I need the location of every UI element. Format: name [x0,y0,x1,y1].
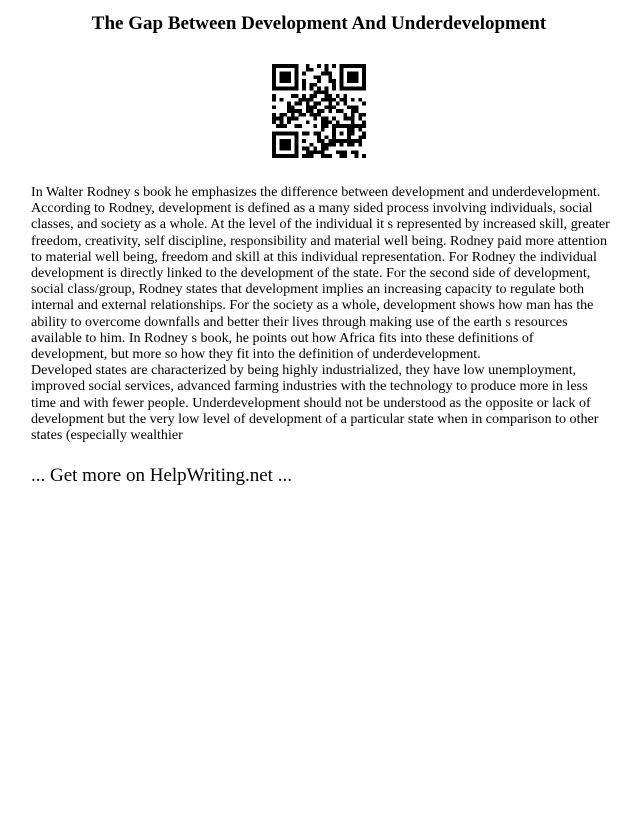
qr-code-icon [272,64,366,158]
get-more-link[interactable]: ... Get more on HelpWriting.net ... [31,465,292,486]
article-body [31,184,611,443]
paragraph: Developed states are characterized by being highly industrialized, they have low unemployment, improved social services, advanced farming industries with the technology to produce more in less time and with fewer people. Underdevelopment should not be understood as the opposite or lack of development but the very low level of development of a particular state when in comparison to other states (especially wealthier [31,362,599,444]
page-title: The Gap Between Development And Underdevelopment [91,13,547,34]
paragraph: In Walter Rodney s book he emphasizes the difference between development and underdevelopment. According to Rodney, development is defined as a many sided process involving individuals, social classes, and society as a whole. At the level of the individual it s represented by increased skill, greater freedom, creativity, self discipline, responsibility and material well being. Rodney paid more attention to material well being, freedom and skill at this individual representation. For Rodney the individual development is directly linked to the development of the state. For the second side of development, social class/group, Rodney states that development implies an increasing capacity to regulate both internal and external relationships. For the society as a whole, development shows how man has the ability to overcome downfalls and better their lives through making use of the earth s resources available to him. In Rodney s book, he points out how Africa fits into these definitions of development, but more so how they fit into the definition of underdevelopment. [31,184,610,363]
